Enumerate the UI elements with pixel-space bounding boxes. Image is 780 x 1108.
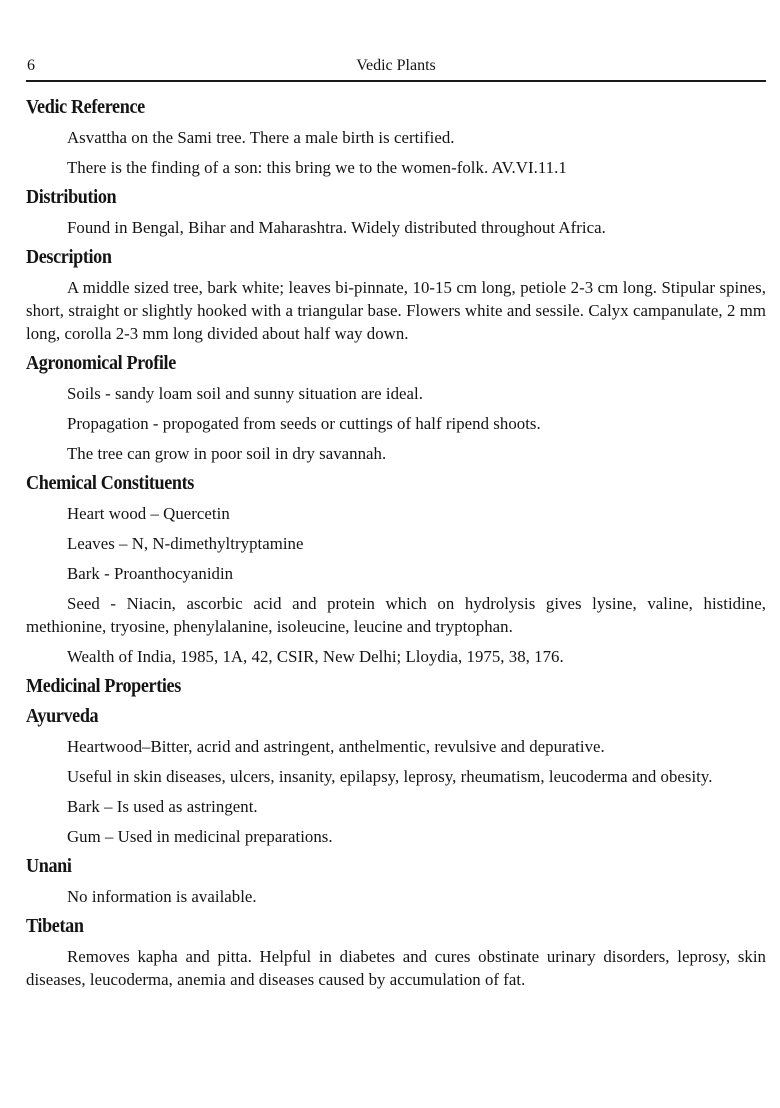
section-ayurveda [26,702,766,852]
section-heading: Unani [26,856,72,877]
paragraph: Seed - Niacin, ascorbic acid and protein which on hydrolysis gives lysine, valine, histidine, methionine, tryosine, phenylalanine, isoleucine, leucine and tryptophan. [26,594,766,636]
paragraph: Useful in skin diseases, ulcers, insanity, epilapsy, leprosy, rheumatism, leucoderma and obesity. [67,767,713,786]
section-agronomical-profile [26,349,766,469]
page-content [26,93,766,995]
paragraph: Asvattha on the Sami tree. There a male birth is certified. [67,128,455,147]
paragraph: The tree can grow in poor soil in dry savannah. [67,444,387,463]
paragraph: There is the finding of a son: this bring we to the women-folk. AV.VI.11.1 [67,158,567,177]
section-heading: Chemical Constituents [26,473,194,494]
paragraph: Removes kapha and pitta. Helpful in diabetes and cures obstinate urinary disorders, leprosy, skin diseases, leucoderma, anemia and diseases caused by accumulation of fat. [26,947,766,989]
section-heading: Description [26,247,112,268]
section-heading: Tibetan [26,916,84,937]
paragraph: Propagation - propogated from seeds or cuttings of half ripend shoots. [67,414,541,433]
paragraph: No information is available. [67,887,257,906]
paragraph: Bark - Proanthocyanidin [67,564,234,583]
section-description [26,243,766,349]
paragraph: Heart wood – Quercetin [67,504,230,523]
section-distribution [26,183,766,243]
paragraph: A middle sized tree, bark white; leaves bi-pinnate, 10-15 cm long, petiole 2-3 cm long. Stipular spines, short, straight or slightly hooked with a triangular base. Flowers white and sessile. Calyx campanulate, 2 mm long, corolla 2-3 mm long divided about half way down. [26,278,766,343]
section-chemical-constituents [26,469,766,672]
section-heading: Vedic Reference [26,97,145,118]
paragraph: Bark – Is used as astringent. [67,797,258,816]
section-tibetan [26,912,766,995]
paragraph: Wealth of India, 1985, 1A, 42, CSIR, New Delhi; Lloydia, 1975, 38, 176. [67,647,564,666]
header-rule [26,80,766,82]
running-header [26,57,766,79]
paragraph: Leaves – N, N-dimethyltryptamine [67,534,304,553]
book-title: Vedic Plants [356,57,436,74]
paragraph: Soils - sandy loam soil and sunny situation are ideal. [67,384,423,403]
section-heading: Ayurveda [26,706,99,727]
section-vedic-reference [26,93,766,183]
section-heading: Agronomical Profile [26,353,176,374]
section-heading: Distribution [26,187,117,208]
section-medicinal-properties [26,672,766,702]
paragraph: Heartwood–Bitter, acrid and astringent, anthelmentic, revulsive and depurative. [67,737,605,756]
section-heading: Medicinal Properties [26,676,181,697]
page-number: 6 [27,57,35,74]
paragraph: Gum – Used in medicinal preparations. [67,827,333,846]
section-unani [26,852,766,912]
paragraph: Found in Bengal, Bihar and Maharashtra. Widely distributed throughout Africa. [67,218,606,237]
